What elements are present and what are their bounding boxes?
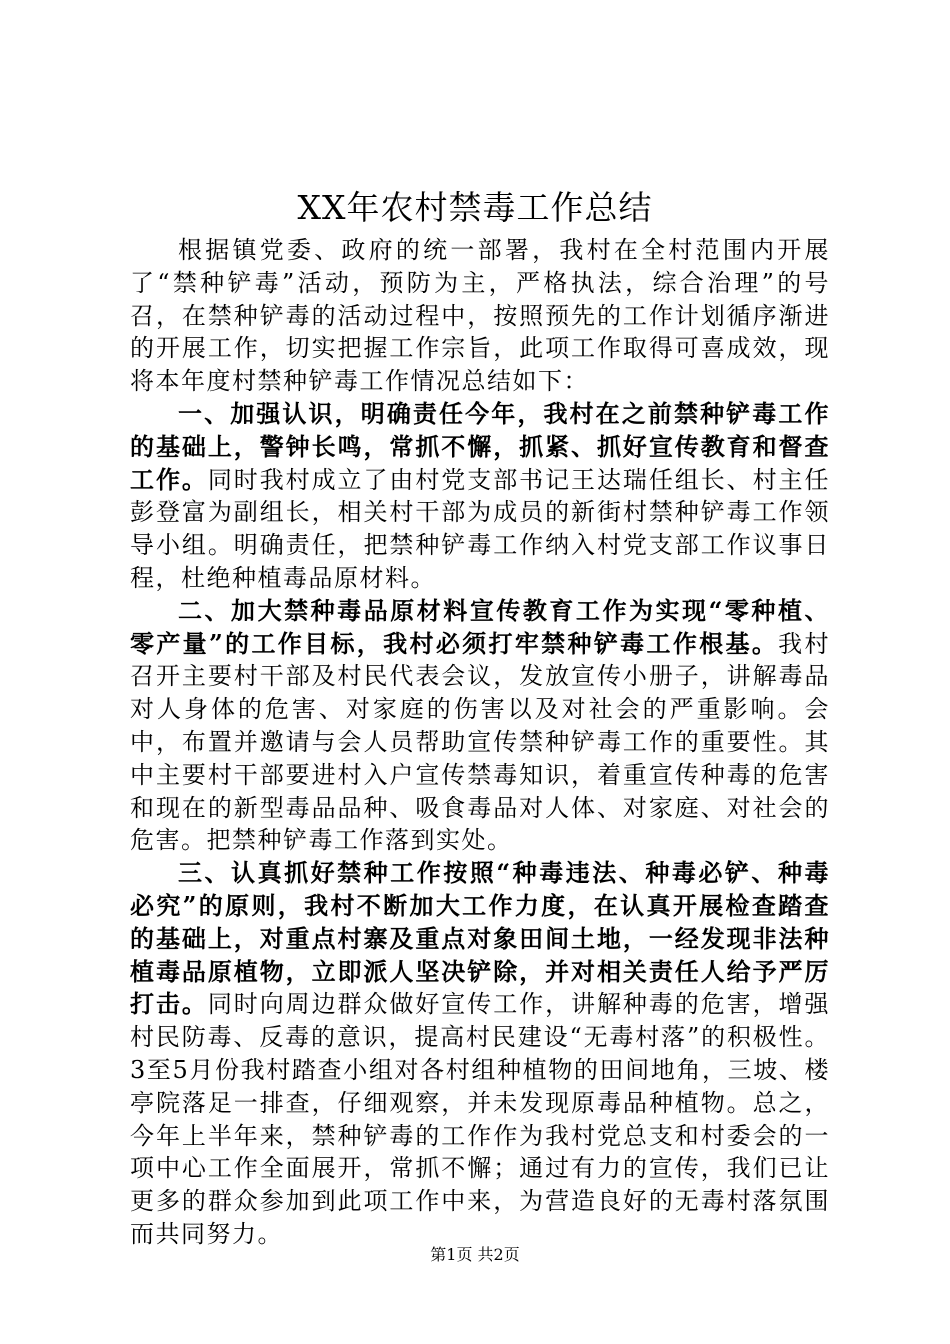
section-heading: 二、加大禁种毒品原材料宣传教育工作为实现“零种植、零产量”的工作目标，我村必须打牢禁种铲毒工作根基。	[130, 595, 830, 658]
document-title: XX年农村禁毒工作总结	[297, 188, 653, 227]
paragraph-section-1	[130, 398, 830, 595]
paragraph-text: 根据镇党委、政府的统一部署，我村在全村范围内开展了“禁种铲毒”活动，预防为主，严格执法，综合治理”的号召，在禁种铲毒的活动过程中，按照预先的工作计划循序渐进的开展工作，切实把握工作宗旨，此项工作取得可喜成效，现将本年度村禁种铲毒工作情况总结如下：	[130, 236, 830, 396]
paragraph-text: 同时向周边群众做好宣传工作，讲解种毒的危害，增强村民防毒、反毒的意识，提高村民建设“无毒村落”的积极性。3至5月份我村踏查小组对各村组种植物的田间地角，三坡、楼亭院落足一排查，仔细观察，并未发现原毒品种植物。总之，今年上半年来，禁种铲毒的工作作为我村党总支和村委会的一项中心工作全面展开，常抓不懈；通过有力的宣传，我们已让更多的群众参加到此项工作中来，为营造良好的无毒村落氛围而共同努力。	[130, 990, 830, 1248]
document-body	[130, 234, 830, 1251]
paragraph-section-2	[130, 595, 830, 857]
page-footer: 第1页 共2页	[430, 1245, 520, 1264]
paragraph-intro	[130, 234, 830, 398]
paragraph-text: 我村召开主要村干部及村民代表会议，发放宣传小册子，讲解毒品对人身体的危害、对家庭的伤害以及对社会的严重影响。会中，布置并邀请与会人员帮助宣传禁种铲毒工作的重要性。其中主要村干部要进村入户宣传禁毒知识，着重宣传种毒的危害和现在的新型毒品品种、吸食毒品对人体、对家庭、对社会的危害。把禁种铲毒工作落到实处。	[130, 629, 830, 855]
paragraph-text: 同时我村成立了由村党支部书记王达瑞任组长、村主任彭登富为副组长，相关村干部为成员的新街村禁种铲毒工作领导小组。明确责任，把禁种铲毒工作纳入村党支部工作议事日程，杜绝种植毒品原材料。	[130, 465, 830, 592]
section-heading: 三、认真抓好禁种工作按照“种毒违法、种毒必铲、种毒必究”的原则，我村不断加大工作力度，在认真开展检查踏查的基础上，对重点村寨及重点对象田间土地，一经发现非法种植毒品原植物，立即派人坚决铲除，并对相关责任人给予严厉打击。	[130, 858, 830, 1019]
paragraph-section-3	[130, 857, 830, 1251]
section-heading: 一、加强认识，明确责任今年，我村在之前禁种铲毒工作的基础上，警钟长鸣，常抓不懈，抓紧、抓好宣传教育和督查工作。	[130, 398, 830, 494]
